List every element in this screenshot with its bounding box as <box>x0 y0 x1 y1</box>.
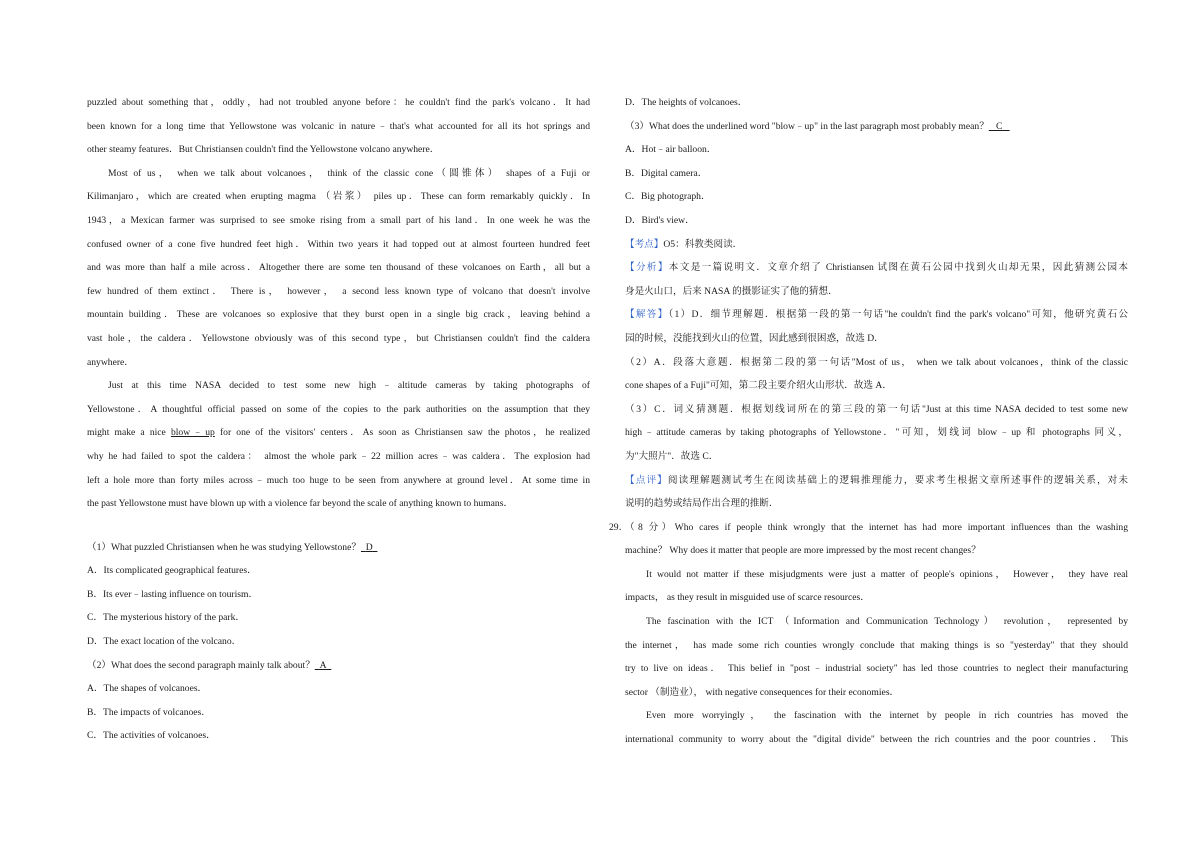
q29-passage-line-2: impacts， as they result in misguided use of scarce resources． <box>625 592 870 604</box>
q1-option-4: D．The exact location of the volcano． <box>87 636 242 648</box>
q1-option-1: A．Its complicated geographical features． <box>87 565 257 577</box>
passage-line-7: confused owner of a cone five hundred feet high．Within two years it had topped out at almost fourteen hundred feet <box>87 238 590 250</box>
passage-line-12: anywhere． <box>87 356 134 368</box>
jieda-line-4: cone shapes of a Fuji"可知，第二段主要介绍火山形状．故选 A． <box>625 380 892 392</box>
passage-end-line-3: the past Yellowstone must have blown up with a violence far beyond the scale of anything known to humans． <box>87 498 514 510</box>
q3-option-3: C．Big photograph． <box>625 191 711 203</box>
question-2-options <box>87 677 590 748</box>
dianping-tag: 【点评】 <box>625 474 668 486</box>
q1-option-3: C．The mysterious history of the park． <box>87 612 246 624</box>
answer-blank-q2: A <box>319 659 327 671</box>
passage-line-4: Most of us， when we talk about volcanoes， think of the classic cone（圆锥体） shapes of a Fuji or <box>108 167 590 179</box>
q29-passage-line-1: It would not matter if these misjudgments were just a matter of people's opinions， However， they have real <box>646 568 1128 580</box>
passage-line-11: vast hole，the caldera．Yellowstone obviously was of this second type，but Christiansen couldn't find the caldera <box>87 332 590 344</box>
q29-passage-line-6: sector （制造业）， with negative consequences for their economies． <box>625 686 900 698</box>
q29-passage-line-8: international community to worry about the "digital divide" between the rich countries and the poor countries． This <box>625 734 1128 746</box>
q29-passage-line-3: The fascination with the ICT （Information and Communication Technology） revolution， represented by <box>646 616 1128 628</box>
passage-line-14: Yellowstone．A thoughtful official passed on some of the copies to the park authorities on the assumption that they <box>87 403 590 415</box>
passage-line-8: and was more than half a mile across．Altogether there are some ten thousand of these volcanoes on Earth，all but a <box>87 262 590 274</box>
jieda-section <box>625 303 1128 468</box>
q2-option-1: A．The shapes of volcanoes． <box>87 683 208 695</box>
fenxi-line-1: 【分析】本文是一篇说明文．文章介绍了 Christiansen 试图在黄石公园中找到火山却无果，因此猜测公园本 <box>625 262 1128 274</box>
passage-line-6: 1943，a Mexican farmer was surprised to see smoke rising from a small part of his land．In one week he was the <box>87 214 590 226</box>
q3-option-1: A．Hot﹣air balloon． <box>625 144 717 156</box>
jieda-line-2: 园的时候，没能找到火山的位置，因此感到很困惑，故选 D． <box>625 332 884 344</box>
question-3-options <box>625 138 1128 232</box>
question-1: （1）What puzzled Christiansen when he was studying Yellowstone？ D <box>87 536 590 560</box>
jieda-line-1: 【解答】（1）D．细节理解题．根据第一段的第一句话"he couldn't find the park's volcano"可知，他研究黄石公 <box>625 309 1128 321</box>
question-29-stem-line-2: machine？ Why does it matter that people are more impressed by the most recent changes？ <box>625 545 981 557</box>
dianping-line-1: 【点评】阅读理解题测试考生在阅读基础上的逻辑推理能力，要求考生根据文章所述事件的逻辑关系，对未 <box>625 474 1129 486</box>
reading-passage-end <box>87 445 590 516</box>
passage-line-5: Kilimanjaro，which are created when erupting magma （岩浆） piles up．These can form remarkably quickly．In <box>87 191 590 203</box>
answer-blank-q1: D <box>365 541 373 553</box>
kaodian-tag: 【考点】 <box>625 238 664 250</box>
answer-blank-q3: C <box>996 120 1003 132</box>
question-29-passage <box>625 563 1128 752</box>
fenxi-line-2: 身是火山口，后来 NASA 的摄影证实了他的猜想． <box>625 285 838 297</box>
underlined-word-blow-up: blow﹣up <box>170 427 215 439</box>
q1-option-2: B．Its ever﹣lasting influence on tourism． <box>87 588 259 600</box>
fenxi-tag: 【分析】 <box>625 262 669 274</box>
right-column <box>609 91 1129 752</box>
question-2: （2）What does the second paragraph mainly talk about？ A <box>87 654 590 678</box>
passage-line-underlined: might make a nice blow﹣up for one of the visitors' centers．As soon as Christiansen saw the photos，he realized <box>87 427 590 439</box>
question-1-options <box>87 559 590 653</box>
reading-passage <box>87 91 590 421</box>
q29-passage-line-5: try to live on ideas． This belief in "post﹣industrial society" has led those countries to neglect their manufacturing <box>625 663 1128 675</box>
jieda-tag: 【解答】 <box>625 309 669 321</box>
passage-line-2: been known for a long time that Yellowstone was volcanic in nature﹣that's what accounted for all its hot springs and <box>87 120 590 132</box>
passage-end-line-2: left a hole more than forty miles across﹣much too huge to be seen from anywhere at ground level．At some time in <box>87 474 590 486</box>
q29-passage-line-7: Even more worryingly， the fascination with the internet by people in rich countries has moved the <box>646 710 1128 722</box>
question-29-number: 29． <box>609 521 629 533</box>
dianping-line-2: 说明的趋势或结局作出合理的推断． <box>625 498 779 510</box>
q2-option-d: D．The heights of volcanoes． <box>625 97 748 108</box>
left-column <box>87 91 590 748</box>
jieda-line-6: high﹣attitude cameras by taking photographs of Yellowstone．"可知，划线词 blow﹣up 和 photographs 同义， <box>625 427 1128 439</box>
question-29-stem: 29． （8 分）Who cares if people think wrongly that the internet has had more important influences than the washing <box>625 516 1128 540</box>
passage-line-9: few hundred of them extinct． There is， however， a second less known type of volcano that doesn't involve <box>87 285 590 297</box>
q3-option-2: B．Digital camera． <box>625 167 708 179</box>
q3-option-4: D．Bird's view． <box>625 214 695 226</box>
jieda-line-7: 为"大照片"．故选 C． <box>625 450 719 462</box>
q2-option-2: B．The impacts of volcanoes． <box>87 706 211 718</box>
passage-line-13: Just at this time NASA decided to test some new high﹣altitude cameras by taking photographs of <box>108 380 590 392</box>
q29-passage-line-4: the internet， has made some rich counties wrongly conclude that making things is so "yesterday" that they should <box>625 639 1128 651</box>
jieda-line-5: （3）C．词义猜测题．根据划线词所在的第三段的第一句话"Just at this time NASA decided to test some new <box>625 403 1128 415</box>
passage-line-3: other steamy features．But Christiansen couldn't find the Yellowstone volcano anywhere． <box>87 144 440 156</box>
kaodian-section: 【考点】O5：科教类阅读． <box>625 238 743 250</box>
q2-option-3: C．The activities of volcanoes． <box>87 730 216 742</box>
jieda-line-3: （2）A．段落大意题．根据第二段的第一句话"Most of us， when we talk about volcanoes，think of the classic <box>625 356 1128 368</box>
passage-line-1: puzzled about something that，oddly，had not troubled anyone before：he couldn't find the park's volcano．It had <box>87 97 590 108</box>
question-3: （3）What does the underlined word "blow﹣up" in the last paragraph most probably mean？ C <box>625 115 1128 139</box>
passage-line-10: mountain building．These are volcanoes so explosive that they burst open in a single big crack，leaving behind a <box>87 309 590 321</box>
passage-end-line-1: why he had failed to spot the caldera： almost the whole park﹣22 million acres﹣was caldera．The explosion had <box>87 450 590 462</box>
